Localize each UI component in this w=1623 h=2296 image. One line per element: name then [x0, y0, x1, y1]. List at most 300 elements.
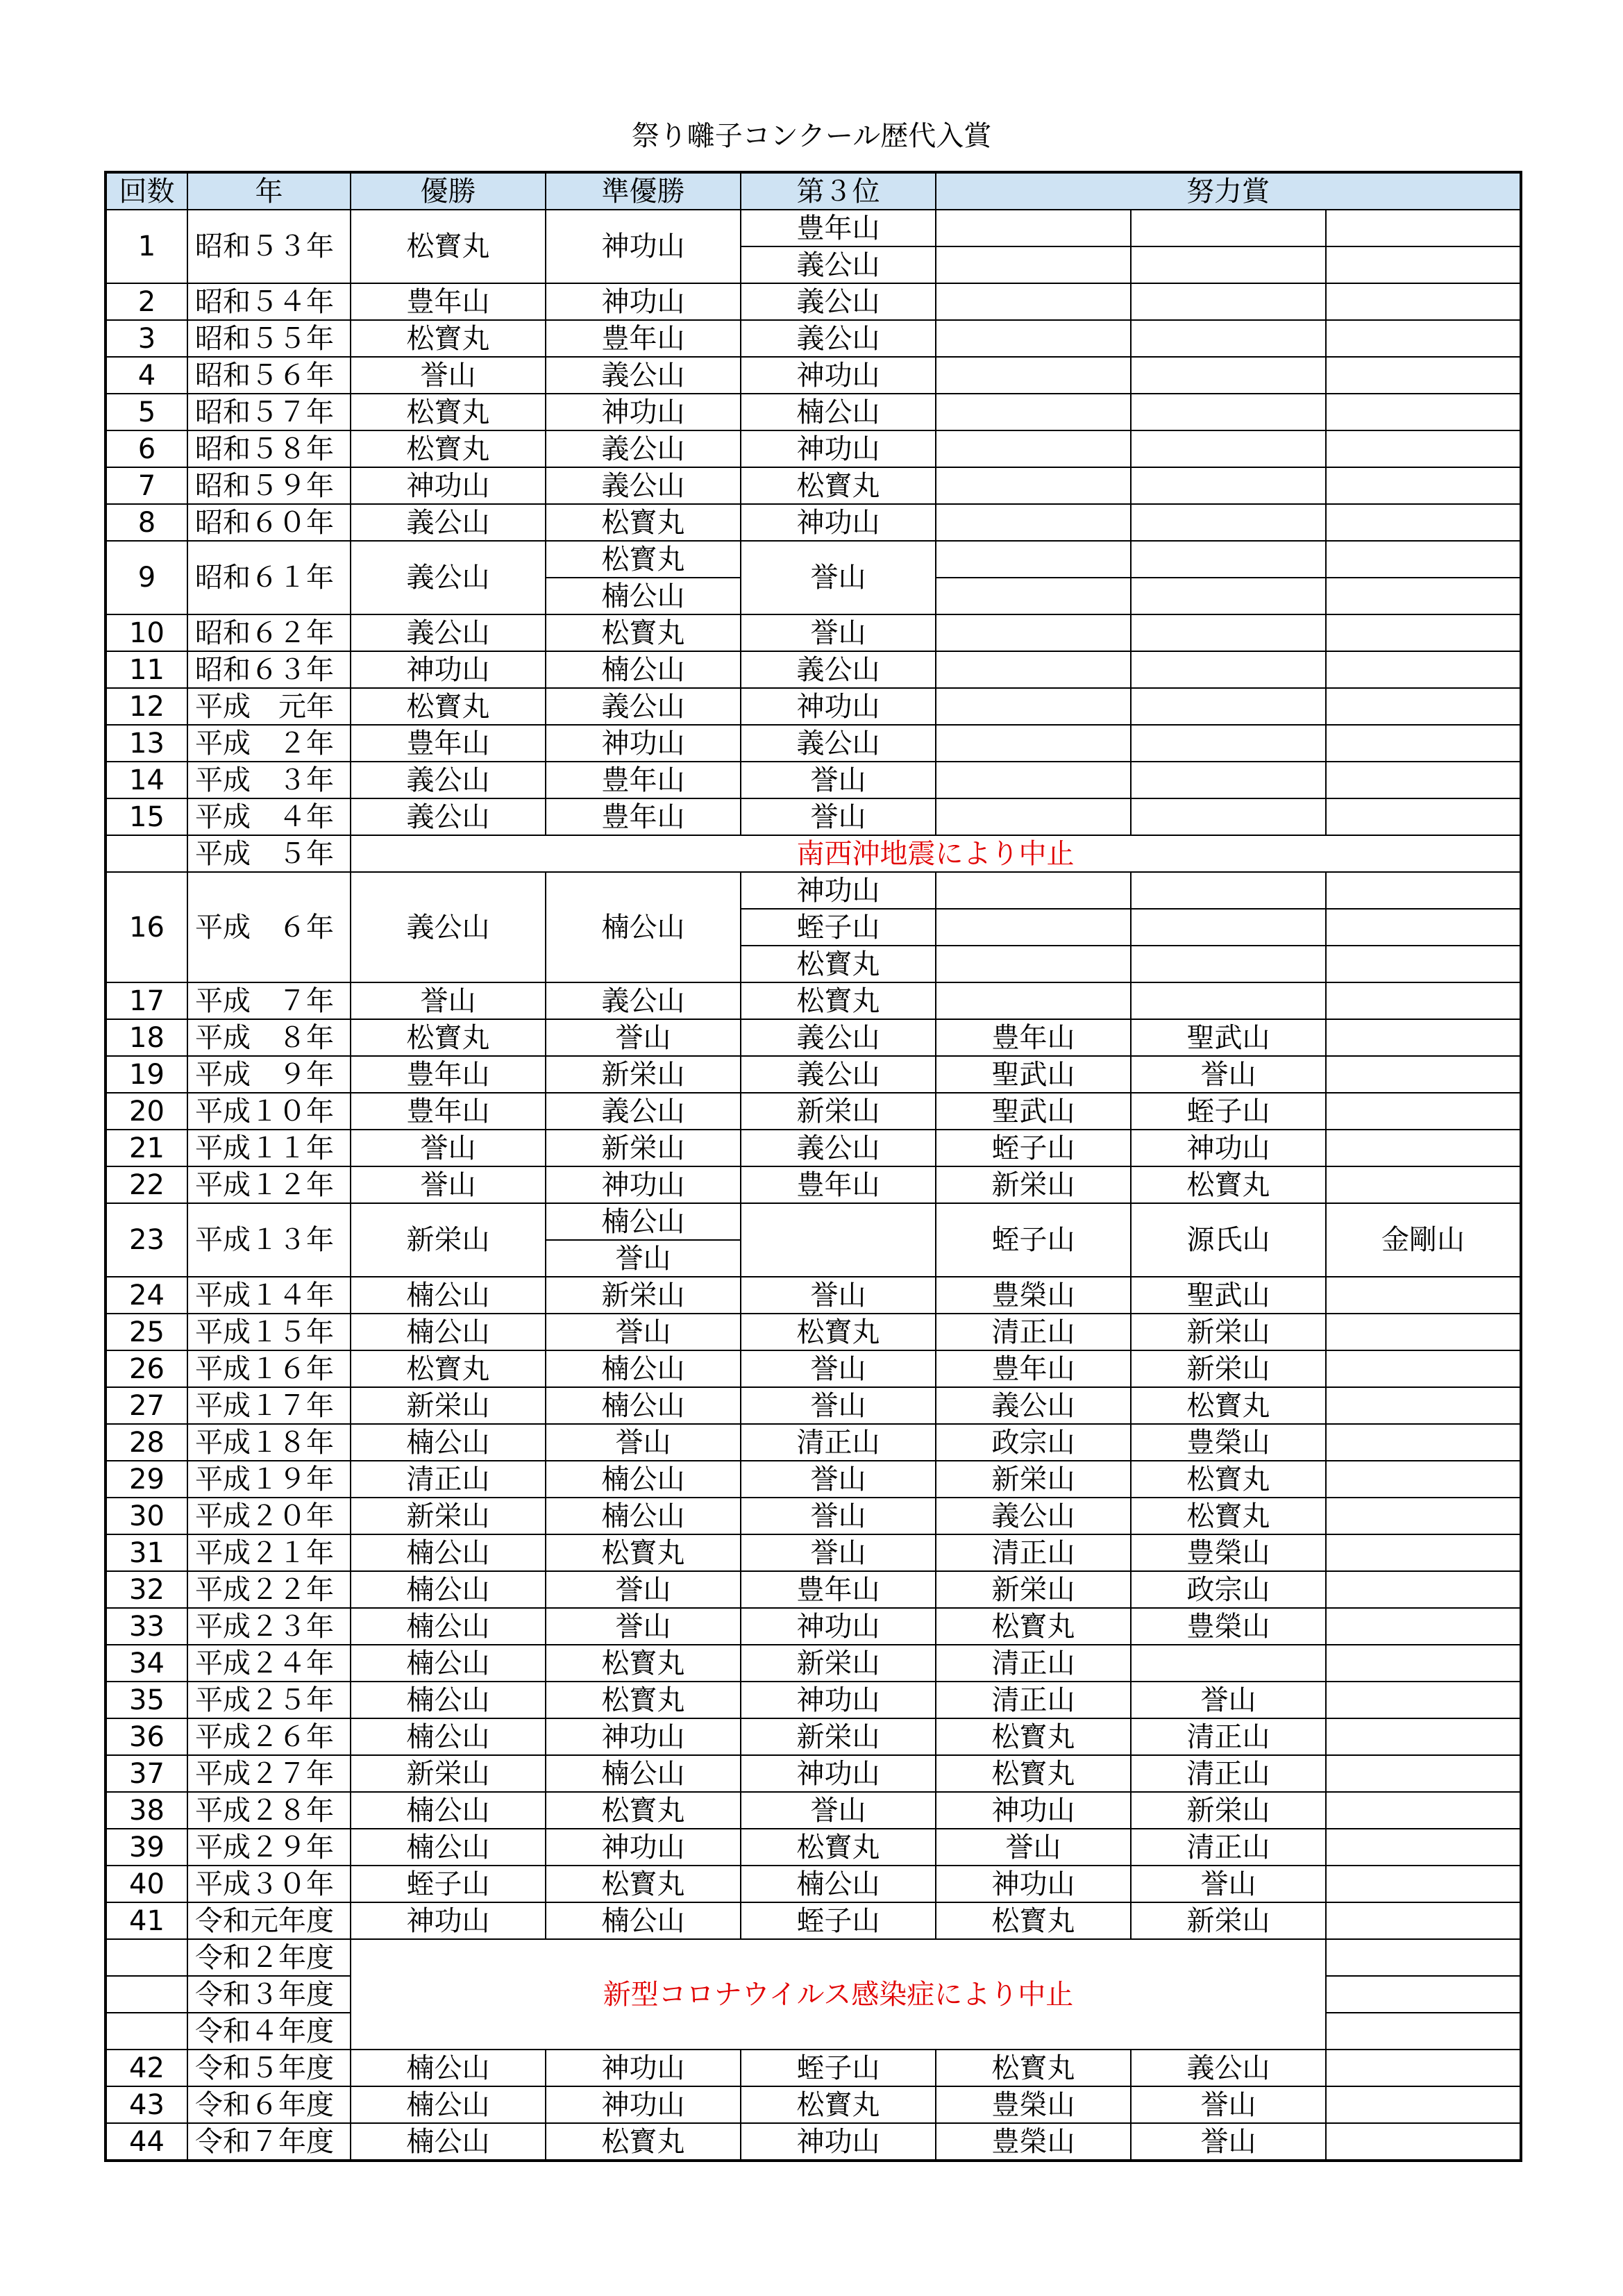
third-place-cell: 義公山	[741, 320, 936, 357]
year-cell: 令和５年度	[187, 2050, 351, 2086]
winner-cell: 楠公山	[351, 1645, 546, 1682]
effort-cell	[1326, 2123, 1521, 2161]
table-row	[106, 651, 1521, 688]
year-cell: 平成 ４年	[187, 798, 351, 835]
third-place-cell: 義公山	[741, 283, 936, 320]
winner-cell: 松寳丸	[351, 210, 546, 283]
effort-cell	[1131, 725, 1326, 762]
table-row	[106, 688, 1521, 725]
year-cell: 昭和６１年	[187, 541, 351, 614]
effort-cell: 清正山	[936, 1645, 1131, 1682]
third-place-cell: 誉山	[741, 614, 936, 651]
winner-cell: 神功山	[351, 1902, 546, 1939]
winner-cell: 松寳丸	[351, 394, 546, 430]
effort-cell	[1326, 946, 1521, 982]
table-row	[106, 1350, 1521, 1387]
effort-cell: 松寳丸	[1131, 1387, 1326, 1424]
effort-cell	[1326, 2050, 1521, 2086]
runner-up-cell: 松寳丸	[546, 1534, 741, 1571]
year-cell: 平成３０年	[187, 1866, 351, 1902]
third-place-cell: 楠公山	[741, 394, 936, 430]
table-row	[106, 1682, 1521, 1718]
third-place-cell: 松寳丸	[741, 1829, 936, 1866]
runner-up-cell: 神功山	[546, 2050, 741, 2086]
effort-cell	[936, 578, 1131, 614]
winner-cell: 楠公山	[351, 1277, 546, 1314]
runner-up-cell: 誉山	[546, 1608, 741, 1645]
effort-cell	[1131, 872, 1326, 909]
third-place-cell: 誉山	[741, 1498, 936, 1534]
runner-up-cell: 楠公山	[546, 651, 741, 688]
winner-cell: 楠公山	[351, 1829, 546, 1866]
third-place-cell: 松寳丸	[741, 467, 936, 504]
third-place-cell: 義公山	[741, 651, 936, 688]
table-row	[106, 798, 1521, 835]
effort-cell	[1131, 946, 1326, 982]
year-cell: 令和７年度	[187, 2123, 351, 2161]
year-cell: 昭和５９年	[187, 467, 351, 504]
effort-cell: 新栄山	[936, 1461, 1131, 1498]
third-place-cell: 神功山	[741, 430, 936, 467]
effort-cell	[1131, 762, 1326, 798]
count-cell: 28	[106, 1424, 187, 1461]
effort-cell	[1326, 578, 1521, 614]
third-place-cell: 豊年山	[741, 1571, 936, 1608]
winner-cell: 義公山	[351, 762, 546, 798]
effort-cell	[1131, 982, 1326, 1019]
year-cell: 令和２年度	[187, 1939, 351, 1976]
effort-cell: 新栄山	[936, 1166, 1131, 1203]
effort-cell	[1131, 614, 1326, 651]
effort-cell	[1326, 1902, 1521, 1939]
count-cell: 23	[106, 1203, 187, 1277]
effort-cell: 松寳丸	[1131, 1166, 1326, 1203]
count-cell: 18	[106, 1019, 187, 1056]
effort-cell: 誉山	[1131, 1866, 1326, 1902]
effort-cell	[1326, 1718, 1521, 1755]
effort-cell	[936, 725, 1131, 762]
effort-cell	[1131, 688, 1326, 725]
table-row	[106, 1755, 1521, 1792]
third-place-cell: 新栄山	[741, 1718, 936, 1755]
count-cell: 21	[106, 1130, 187, 1166]
effort-cell	[1326, 283, 1521, 320]
effort-cell	[1326, 1939, 1521, 1976]
count-cell: 9	[106, 541, 187, 614]
effort-cell	[1131, 651, 1326, 688]
effort-cell	[1326, 688, 1521, 725]
effort-cell	[1326, 1976, 1521, 2013]
table-row	[106, 1387, 1521, 1424]
winner-cell: 清正山	[351, 1461, 546, 1498]
third-place-cell: 義公山	[741, 1130, 936, 1166]
runner-up-cell: 松寳丸	[546, 541, 741, 578]
effort-cell	[936, 762, 1131, 798]
winner-cell: 義公山	[351, 614, 546, 651]
effort-cell: 清正山	[936, 1682, 1131, 1718]
runner-up-cell: 松寳丸	[546, 614, 741, 651]
year-cell: 平成１１年	[187, 1130, 351, 1166]
year-cell: 昭和５６年	[187, 357, 351, 394]
runner-up-cell: 神功山	[546, 1166, 741, 1203]
effort-cell: 蛭子山	[1131, 1093, 1326, 1130]
effort-cell: 清正山	[936, 1314, 1131, 1350]
effort-cell	[1131, 578, 1326, 614]
effort-cell: 松寳丸	[936, 2050, 1131, 2086]
effort-cell: 松寳丸	[936, 1755, 1131, 1792]
count-cell: 2	[106, 283, 187, 320]
table-row	[106, 320, 1521, 357]
year-cell: 昭和５３年	[187, 210, 351, 283]
runner-up-cell: 新栄山	[546, 1277, 741, 1314]
effort-cell: 神功山	[1131, 1130, 1326, 1166]
effort-cell: 政宗山	[1131, 1571, 1326, 1608]
count-cell: 43	[106, 2086, 187, 2123]
year-cell: 平成２０年	[187, 1498, 351, 1534]
runner-up-cell: 楠公山	[546, 1461, 741, 1498]
effort-cell	[1326, 320, 1521, 357]
runner-up-cell: 楠公山	[546, 1203, 741, 1240]
effort-cell	[936, 946, 1131, 982]
effort-cell	[1131, 430, 1326, 467]
third-place-cell: 新栄山	[741, 1093, 936, 1130]
year-cell: 平成２８年	[187, 1792, 351, 1829]
effort-cell	[936, 394, 1131, 430]
year-cell: 昭和５８年	[187, 430, 351, 467]
effort-cell: 誉山	[1131, 1682, 1326, 1718]
effort-cell	[1131, 1645, 1326, 1682]
effort-cell	[936, 504, 1131, 541]
effort-cell: 豊榮山	[1131, 1534, 1326, 1571]
runner-up-cell: 義公山	[546, 1093, 741, 1130]
effort-cell: 松寳丸	[1131, 1498, 1326, 1534]
runner-up-cell: 義公山	[546, 688, 741, 725]
third-place-cell: 神功山	[741, 504, 936, 541]
effort-cell: 義公山	[936, 1387, 1131, 1424]
year-cell: 平成 元年	[187, 688, 351, 725]
count-cell: 35	[106, 1682, 187, 1718]
third-place-cell: 義公山	[741, 246, 936, 283]
runner-up-cell: 楠公山	[546, 872, 741, 982]
effort-cell	[1131, 541, 1326, 578]
third-place-cell: 誉山	[741, 798, 936, 835]
year-cell: 昭和６０年	[187, 504, 351, 541]
effort-cell	[1326, 1314, 1521, 1350]
third-place-cell: 蛭子山	[741, 909, 936, 946]
runner-up-cell: 松寳丸	[546, 1645, 741, 1682]
effort-cell	[936, 467, 1131, 504]
year-cell: 令和３年度	[187, 1976, 351, 2013]
winner-cell: 松寳丸	[351, 1350, 546, 1387]
year-cell: 平成２６年	[187, 1718, 351, 1755]
winner-cell: 松寳丸	[351, 1019, 546, 1056]
effort-cell: 清正山	[1131, 1829, 1326, 1866]
effort-cell	[936, 541, 1131, 578]
count-cell: 4	[106, 357, 187, 394]
third-place-cell: 松寳丸	[741, 1314, 936, 1350]
count-cell: 30	[106, 1498, 187, 1534]
table-row	[106, 1718, 1521, 1755]
third-place-cell: 豊年山	[741, 210, 936, 246]
effort-cell	[1326, 357, 1521, 394]
winner-cell: 豊年山	[351, 725, 546, 762]
count-cell: 24	[106, 1277, 187, 1314]
third-place-cell: 神功山	[741, 688, 936, 725]
effort-cell	[936, 430, 1131, 467]
year-cell: 平成 ７年	[187, 982, 351, 1019]
effort-cell: 松寳丸	[936, 1608, 1131, 1645]
effort-cell	[1326, 1866, 1521, 1902]
winner-cell: 豊年山	[351, 1056, 546, 1093]
third-place-cell	[741, 1203, 936, 1277]
year-cell: 昭和６３年	[187, 651, 351, 688]
third-place-cell: 神功山	[741, 1682, 936, 1718]
header-runner-up: 準優勝	[546, 172, 741, 210]
runner-up-cell: 楠公山	[546, 578, 741, 614]
effort-cell: 清正山	[1131, 1718, 1326, 1755]
winner-cell: 誉山	[351, 982, 546, 1019]
effort-cell: 豊年山	[936, 1019, 1131, 1056]
table-row	[106, 1424, 1521, 1461]
year-cell: 平成２４年	[187, 1645, 351, 1682]
effort-cell	[1326, 430, 1521, 467]
table-row	[106, 1130, 1521, 1166]
effort-cell	[1131, 504, 1326, 541]
runner-up-cell: 松寳丸	[546, 1866, 741, 1902]
runner-up-cell: 神功山	[546, 283, 741, 320]
effort-cell	[936, 320, 1131, 357]
table-row	[106, 1093, 1521, 1130]
effort-cell	[1326, 1755, 1521, 1792]
effort-cell	[1326, 1608, 1521, 1645]
third-place-cell: 楠公山	[741, 1866, 936, 1902]
count-cell: 1	[106, 210, 187, 283]
runner-up-cell: 楠公山	[546, 1755, 741, 1792]
third-place-cell: 神功山	[741, 357, 936, 394]
effort-cell	[1326, 1498, 1521, 1534]
effort-cell	[936, 651, 1131, 688]
count-cell: 32	[106, 1571, 187, 1608]
runner-up-cell: 義公山	[546, 467, 741, 504]
page-title: 祭り囃子コンクール歴代入賞	[631, 120, 992, 152]
cancellation-note: 南西沖地震により中止	[351, 835, 1521, 872]
effort-cell	[936, 688, 1131, 725]
count-cell	[106, 2013, 187, 2050]
year-cell: 平成１５年	[187, 1314, 351, 1350]
table-row	[106, 1314, 1521, 1350]
effort-cell: 新栄山	[1131, 1792, 1326, 1829]
effort-cell	[936, 982, 1131, 1019]
effort-cell	[1326, 762, 1521, 798]
runner-up-cell: 豊年山	[546, 762, 741, 798]
winner-cell: 新栄山	[351, 1498, 546, 1534]
third-place-cell: 神功山	[741, 1608, 936, 1645]
count-cell: 31	[106, 1534, 187, 1571]
effort-cell: 清正山	[936, 1534, 1131, 1571]
effort-cell	[1326, 246, 1521, 283]
effort-cell: 蛭子山	[936, 1203, 1131, 1277]
count-cell: 10	[106, 614, 187, 651]
table-row	[106, 1608, 1521, 1645]
third-place-cell: 誉山	[741, 762, 936, 798]
effort-cell: 豊榮山	[936, 1277, 1131, 1314]
table-row	[106, 1829, 1521, 1866]
effort-cell: 神功山	[936, 1792, 1131, 1829]
table-row	[106, 1203, 1521, 1240]
effort-cell	[1326, 467, 1521, 504]
third-place-cell: 新栄山	[741, 1645, 936, 1682]
winner-cell: 楠公山	[351, 1314, 546, 1350]
effort-cell: 新栄山	[936, 1571, 1131, 1608]
year-cell: 昭和５４年	[187, 283, 351, 320]
effort-cell	[936, 614, 1131, 651]
year-cell: 平成２５年	[187, 1682, 351, 1718]
runner-up-cell: 誉山	[546, 1240, 741, 1277]
third-place-cell: 誉山	[741, 1387, 936, 1424]
effort-cell: 誉山	[1131, 2123, 1326, 2161]
table-row	[106, 1277, 1521, 1314]
table-row	[106, 1902, 1521, 1939]
table-row	[106, 725, 1521, 762]
count-cell: 27	[106, 1387, 187, 1424]
table-row	[106, 1019, 1521, 1056]
effort-cell: 聖武山	[936, 1093, 1131, 1130]
count-cell: 26	[106, 1350, 187, 1387]
count-cell: 42	[106, 2050, 187, 2086]
count-cell: 25	[106, 1314, 187, 1350]
awards-table	[104, 171, 1522, 2162]
year-cell: 平成１０年	[187, 1093, 351, 1130]
runner-up-cell: 義公山	[546, 430, 741, 467]
winner-cell: 豊年山	[351, 283, 546, 320]
effort-cell: 松寳丸	[936, 1718, 1131, 1755]
third-place-cell: 松寳丸	[741, 982, 936, 1019]
count-cell: 44	[106, 2123, 187, 2161]
table-row	[106, 541, 1521, 578]
count-cell	[106, 835, 187, 872]
effort-cell	[1326, 2086, 1521, 2123]
winner-cell: 松寳丸	[351, 430, 546, 467]
winner-cell: 楠公山	[351, 1424, 546, 1461]
year-cell: 平成２７年	[187, 1755, 351, 1792]
effort-cell: 豊榮山	[936, 2123, 1131, 2161]
winner-cell: 楠公山	[351, 1608, 546, 1645]
count-cell: 8	[106, 504, 187, 541]
runner-up-cell: 誉山	[546, 1571, 741, 1608]
effort-cell: 松寳丸	[936, 1902, 1131, 1939]
effort-cell: 源氏山	[1131, 1203, 1326, 1277]
winner-cell: 義公山	[351, 504, 546, 541]
header-winner: 優勝	[351, 172, 546, 210]
effort-cell	[1326, 1130, 1521, 1166]
winner-cell: 誉山	[351, 1166, 546, 1203]
runner-up-cell: 新栄山	[546, 1130, 741, 1166]
runner-up-cell: 松寳丸	[546, 1792, 741, 1829]
year-cell: 平成１７年	[187, 1387, 351, 1424]
effort-cell	[1326, 1350, 1521, 1387]
winner-cell: 新栄山	[351, 1203, 546, 1277]
third-place-cell: 松寳丸	[741, 946, 936, 982]
effort-cell	[1326, 909, 1521, 946]
runner-up-cell: 神功山	[546, 2086, 741, 2123]
third-place-cell: 誉山	[741, 1461, 936, 1498]
third-place-cell: 蛭子山	[741, 1902, 936, 1939]
count-cell: 12	[106, 688, 187, 725]
effort-cell	[1326, 614, 1521, 651]
runner-up-cell: 神功山	[546, 1718, 741, 1755]
runner-up-cell: 神功山	[546, 394, 741, 430]
runner-up-cell: 松寳丸	[546, 1682, 741, 1718]
count-cell: 15	[106, 798, 187, 835]
count-cell: 11	[106, 651, 187, 688]
winner-cell: 楠公山	[351, 1682, 546, 1718]
count-cell: 6	[106, 430, 187, 467]
third-place-cell: 清正山	[741, 1424, 936, 1461]
table-row	[106, 1792, 1521, 1829]
effort-cell	[1131, 394, 1326, 430]
table-row	[106, 1866, 1521, 1902]
year-cell: 平成１６年	[187, 1350, 351, 1387]
effort-cell	[936, 283, 1131, 320]
runner-up-cell: 楠公山	[546, 1387, 741, 1424]
winner-cell: 新栄山	[351, 1387, 546, 1424]
header-effort-award: 努力賞	[936, 172, 1521, 210]
effort-cell	[936, 357, 1131, 394]
effort-cell	[936, 798, 1131, 835]
count-cell: 17	[106, 982, 187, 1019]
year-cell: 平成 ９年	[187, 1056, 351, 1093]
effort-cell: 松寳丸	[1131, 1461, 1326, 1498]
effort-cell: 蛭子山	[936, 1130, 1131, 1166]
table-row	[106, 1461, 1521, 1498]
effort-cell	[1326, 2013, 1521, 2050]
runner-up-cell: 誉山	[546, 1424, 741, 1461]
effort-cell	[1131, 909, 1326, 946]
table-row	[106, 614, 1521, 651]
effort-cell: 新栄山	[1131, 1902, 1326, 1939]
count-cell: 37	[106, 1755, 187, 1792]
table-row	[106, 2123, 1521, 2161]
year-cell: 令和４年度	[187, 2013, 351, 2050]
runner-up-cell: 豊年山	[546, 798, 741, 835]
effort-cell: 新栄山	[1131, 1314, 1326, 1350]
effort-cell	[1326, 1461, 1521, 1498]
runner-up-cell: 神功山	[546, 725, 741, 762]
year-cell: 平成 ６年	[187, 872, 351, 982]
runner-up-cell: 神功山	[546, 1829, 741, 1866]
effort-cell: 政宗山	[936, 1424, 1131, 1461]
effort-cell	[1326, 1829, 1521, 1866]
winner-cell: 義公山	[351, 541, 546, 614]
effort-cell	[1326, 1682, 1521, 1718]
third-place-cell: 豊年山	[741, 1166, 936, 1203]
effort-cell: 義公山	[936, 1498, 1131, 1534]
table-row	[106, 357, 1521, 394]
year-cell: 平成２３年	[187, 1608, 351, 1645]
winner-cell: 誉山	[351, 1130, 546, 1166]
effort-cell	[1326, 1387, 1521, 1424]
third-place-cell: 誉山	[741, 1350, 936, 1387]
cancellation-note: 新型コロナウイルス感染症により中止	[351, 1939, 1326, 2050]
effort-cell	[1326, 1166, 1521, 1203]
year-cell: 平成１２年	[187, 1166, 351, 1203]
effort-cell	[936, 872, 1131, 909]
count-cell: 16	[106, 872, 187, 982]
effort-cell	[1131, 283, 1326, 320]
count-cell: 34	[106, 1645, 187, 1682]
header-count: 回数	[106, 172, 187, 210]
runner-up-cell: 新栄山	[546, 1056, 741, 1093]
